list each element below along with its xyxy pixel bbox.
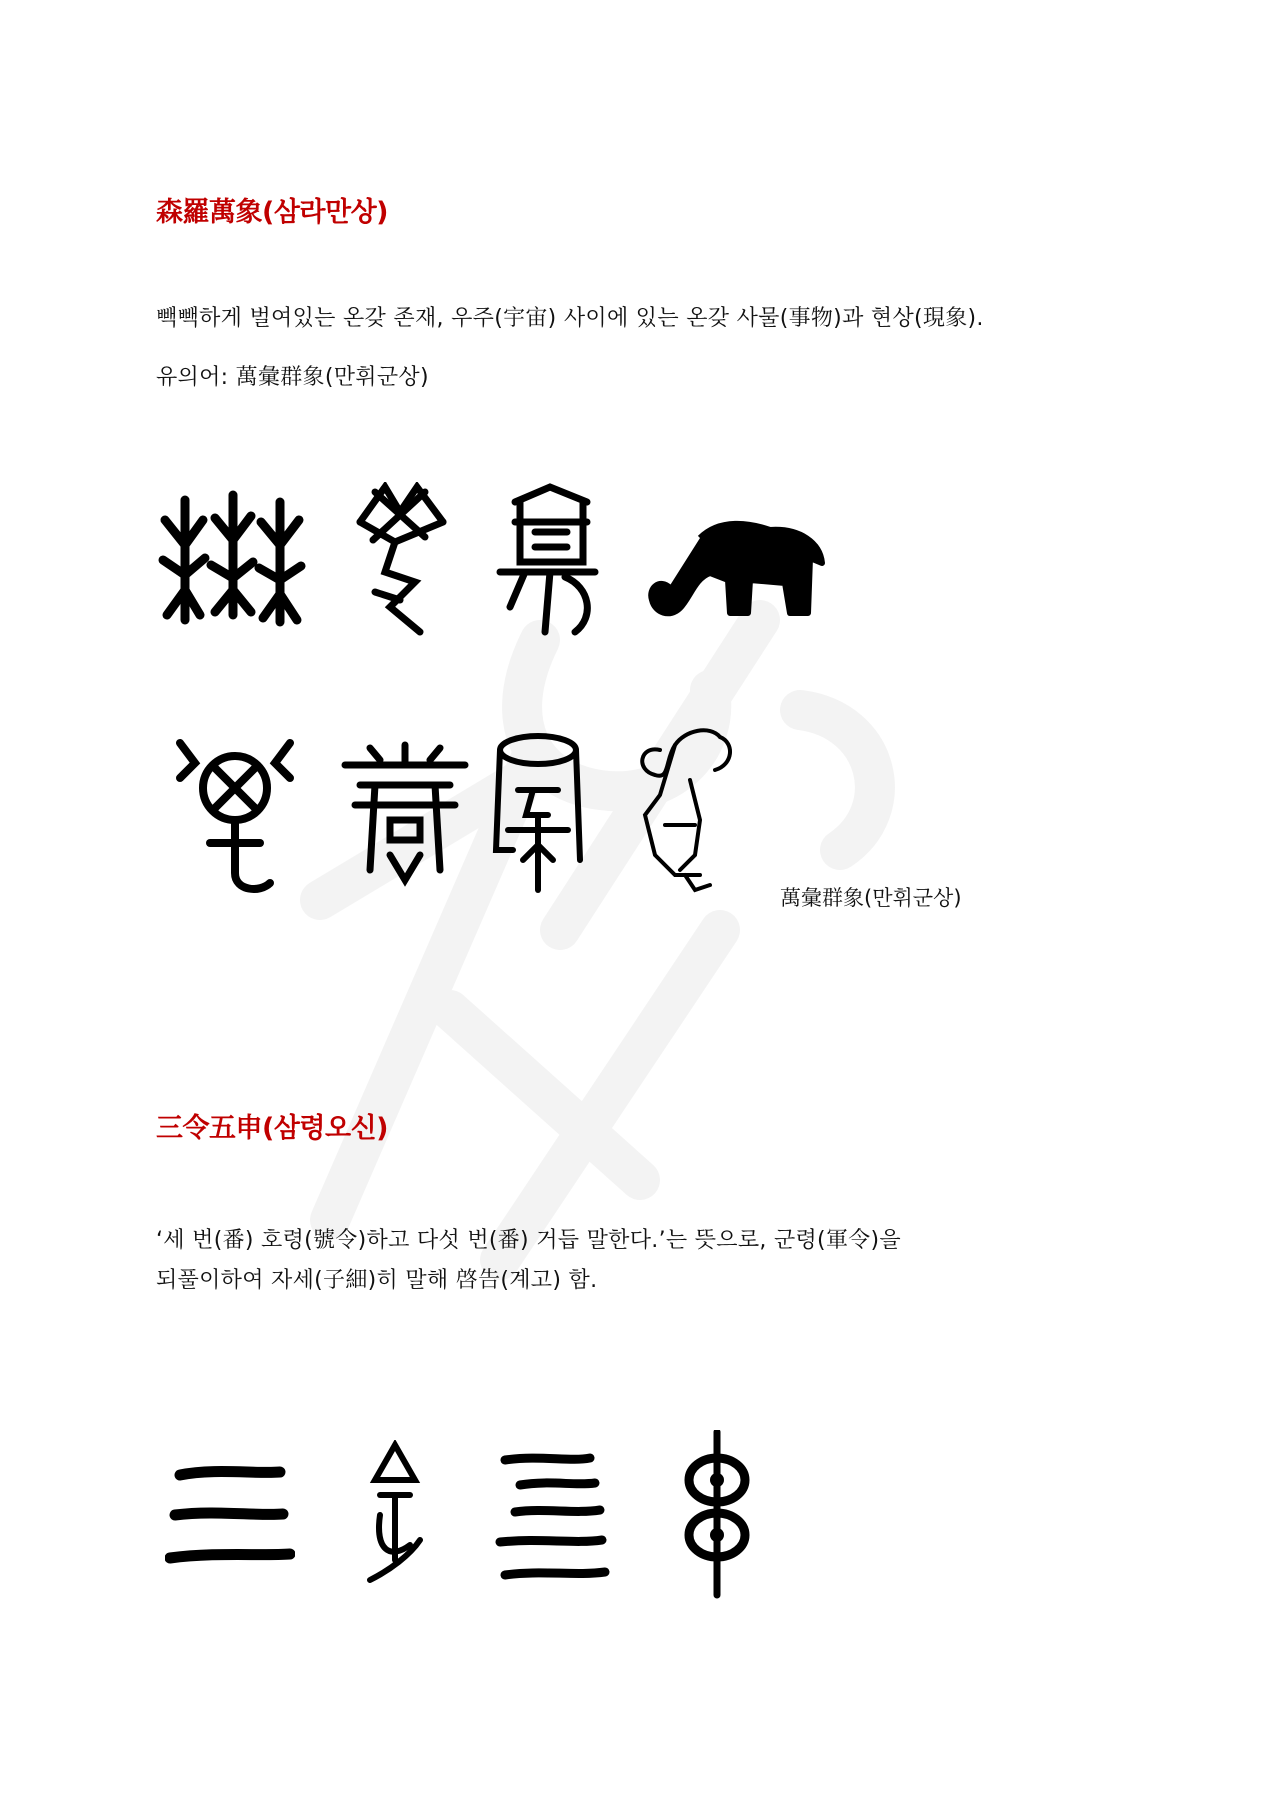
- section2-definition-line2: 되풀이하여 자세(子細)히 말해 啓告(계고) 함.: [156, 1268, 598, 1293]
- command-glyph: [360, 1440, 430, 1590]
- elephant-outline-glyph: [615, 725, 740, 895]
- section2-definition-line1: ‘세 번(番) 호령(號令)하고 다섯 번(番) 거듭 말한다.’는 뜻으로, 군령(軍令)을: [156, 1228, 901, 1253]
- three-glyph: [165, 1460, 295, 1570]
- section1-synonym: 유의어: 萬彙群象(만휘군상): [156, 365, 429, 390]
- section1-heading: 森羅萬象(삼라만상): [156, 197, 389, 228]
- watermark-logo: [200, 600, 1000, 1300]
- hedgehog-glyph: [335, 740, 475, 890]
- flock-glyph: [488, 730, 588, 895]
- section2-heading: 三令五申(삼령오신): [156, 1113, 389, 1144]
- elephant-glyph: [640, 518, 830, 620]
- scorpion-glyph: [495, 482, 605, 642]
- myriad-glyph: [165, 733, 305, 898]
- five-glyph: [490, 1450, 610, 1590]
- forest-glyph: [155, 490, 310, 630]
- section1-definition: 빽빽하게 벌여있는 온갖 존재, 우주(宇宙) 사이에 있는 온갖 사물(事物)과 현상(現象).: [156, 306, 984, 331]
- section1-caption: 萬彙群象(만휘군상): [780, 886, 962, 910]
- net-glyph: [345, 482, 455, 642]
- extend-glyph: [680, 1430, 755, 1600]
